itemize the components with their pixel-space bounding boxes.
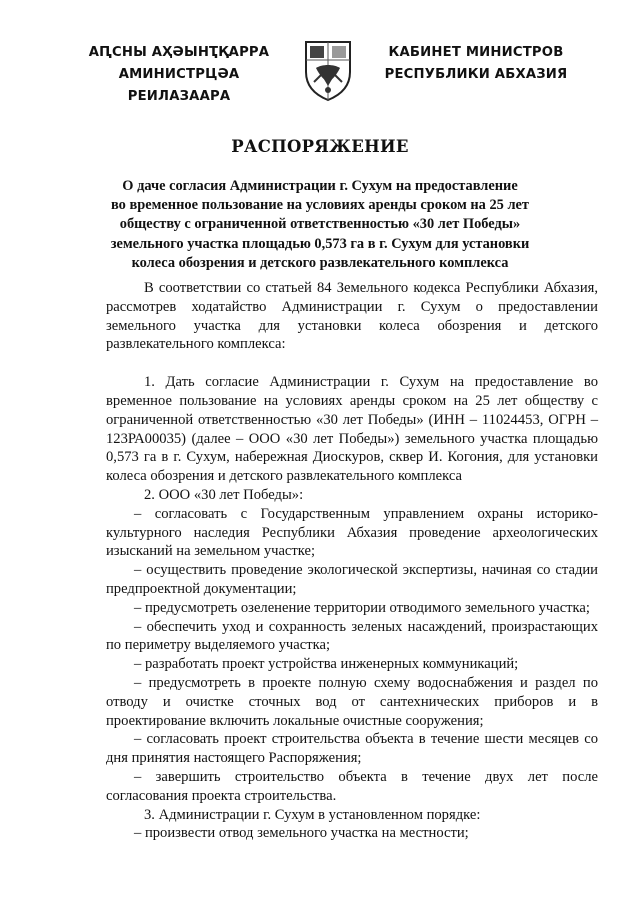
header-right-line1: КАБИНЕТ МИНИСТРОВ — [388, 45, 564, 60]
clause-1: 1. Дать согласие Администрации г. Сухум на предоставление во временное пользование на условиях аренды сроком на 25 лет обществу с ограниченной ответственностью «30 лет Победы» (ИНН – 11024453, ОГРН – 123РА00035) (далее – ООО «30 лет Победы») земельного участка площадью 0,573 га в г. Сухум, набережная Диоскуров, сквер И. Когония, для установки колеса обозрения и детского развлекательного комплекса — [106, 374, 598, 485]
header-left-line2: АМИНИСТРЦӘА РЕИЛАЗААРА — [118, 67, 240, 104]
clause-2-item: – разработать проект устройства инженерных коммуникаций; — [134, 656, 519, 673]
clause-3: 3. Администрации г. Сухум в установленном порядке: — [144, 806, 481, 823]
clause-2-item: – предусмотреть озеленение территории отводимого земельного участка; — [134, 599, 590, 616]
document-title: РАСПОРЯЖЕНИЕ — [231, 137, 409, 156]
coat-of-arms-icon — [302, 38, 354, 102]
subject-line: О даче согласия Администрации г. Сухум на предоставление — [122, 178, 518, 194]
subject-line: колеса обозрения и детского развлекательного комплекса — [131, 254, 509, 271]
subject-line: обществу с ограниченной ответственностью «30 лет Победы» — [119, 216, 521, 233]
header-left-block — [68, 42, 290, 108]
clause-2-item: – согласовать с Государственным управлением охраны историко-культурного наследия Республики Абхазия проведение археологических изысканий на земельном участке; — [106, 505, 598, 560]
clause-2-item: – предусмотреть в проекте полную схему водоснабжения и раздел по отводу и очистке сточных вод от сантехнических приборов и в проектирование включить локальные очистные сооружения; — [106, 674, 598, 729]
subject-line: во временное пользование на условиях аренды сроком на 25 лет — [110, 197, 529, 214]
subject-line: земельного участка площадью 0,573 га в г. Сухум для установки — [110, 235, 530, 252]
preamble-paragraph: В соответствии со статьей 84 Земельного кодекса Республики Абхазия, рассмотрев ходатайство Администрации г. Сухум о предоставлении земельного участка для установки колеса обозрения и детского развлекательного комплекса: — [106, 280, 598, 353]
clause-2: 2. ООО «30 лет Победы»: — [144, 486, 304, 503]
clause-2-item: – осуществить проведение экологической экспертизы, начиная со стадии предпроектной документации; — [106, 562, 598, 597]
clause-2-item: – обеспечить уход и сохранность зеленых насаждений, произрастающих по периметру выделяемого участка; — [106, 618, 598, 654]
document-body — [106, 279, 598, 843]
clause-3-item: – произвести отвод земельного участка на местности; — [134, 825, 469, 842]
clause-2-item: – согласовать проект строительства объекта в течение шести месяцев со дня принятия настоящего Распоряжения; — [106, 731, 598, 767]
clause-2-item: – завершить строительство объекта в течение двух лет после согласования проекта строительства. — [106, 768, 598, 804]
header-left-line1: АԤСНЫ АҲӘЫНҬҚАРРА — [88, 45, 270, 60]
header-right-block — [372, 42, 580, 86]
header-right-line2: РЕСПУБЛИКИ АБХАЗИЯ — [384, 67, 568, 82]
document-subject — [100, 177, 540, 273]
